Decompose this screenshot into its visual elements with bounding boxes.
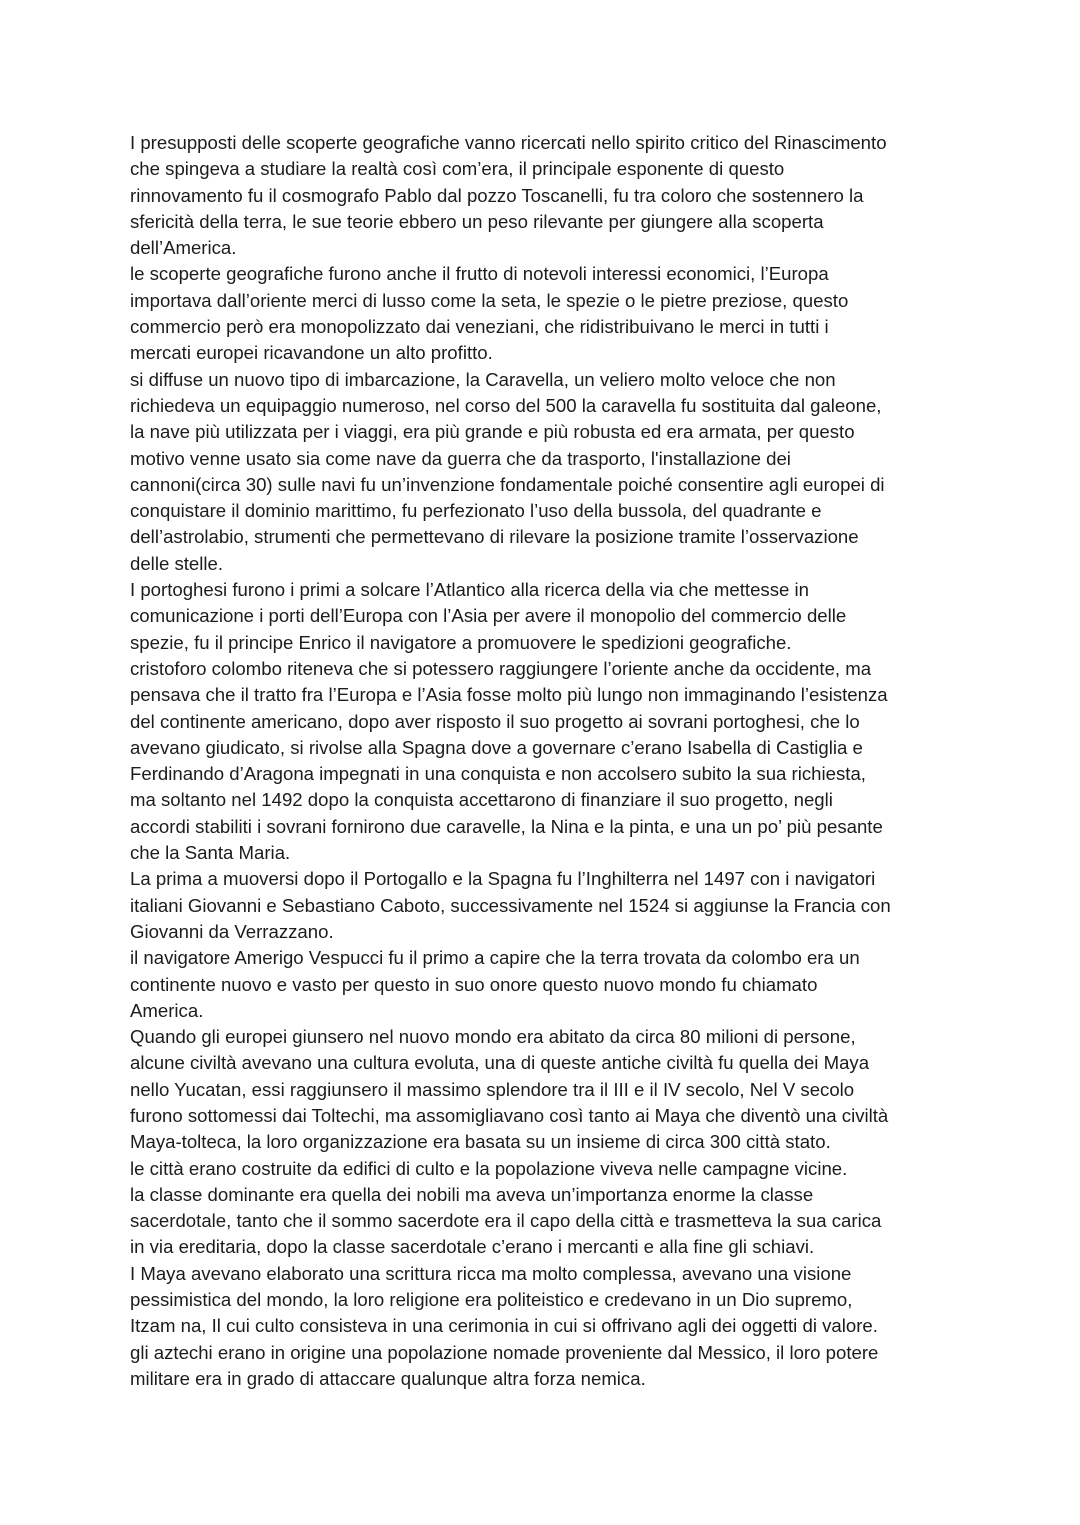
text-line: che la Santa Maria. <box>130 842 291 864</box>
document-body <box>130 130 960 1392</box>
text-line: Quando gli europei giunsero nel nuovo mondo era abitato da circa 80 milioni di persone, <box>130 1026 856 1048</box>
text-line: in via ereditaria, dopo la classe sacerdotale c’erano i mercanti e alla fine gli schiavi. <box>130 1236 815 1258</box>
text-line: del continente americano, dopo aver risposto il suo progetto ai sovrani portoghesi, che lo <box>130 710 860 732</box>
text-line: Ferdinando d’Aragona impegnati in una conquista e non accolsero subito la sua richiesta, <box>130 763 866 785</box>
text-line: sfericità della terra, le sue teorie ebbero un peso rilevante per giungere alla scoperta <box>130 210 824 232</box>
text-line: la nave più utilizzata per i viaggi, era più grande e più robusta ed era armata, per questo <box>130 421 855 443</box>
text-line: pessimistica del mondo, la loro religione era politeistico e credevano in un Dio supremo, <box>130 1289 853 1311</box>
text-line: sacerdotale, tanto che il sommo sacerdote era il capo della città e trasmetteva la sua carica <box>130 1210 882 1232</box>
text-line: il navigatore Amerigo Vespucci fu il primo a capire che la terra trovata da colombo era un <box>130 947 860 969</box>
text-line: I presupposti delle scoperte geografiche vanno ricercati nello spirito critico del Rinascimento <box>130 132 887 153</box>
text-line: I portoghesi furono i primi a solcare l’Atlantico alla ricerca della via che mettesse in <box>130 579 809 601</box>
text-line: nello Yucatan, essi raggiunsero il massimo splendore tra il III e il IV secolo, Nel V secolo <box>130 1078 855 1100</box>
text-line: Maya-tolteca, la loro organizzazione era basata su un insieme di circa 300 città stato. <box>130 1131 831 1153</box>
text-line: conquistare il dominio marittimo, fu perfezionato l’uso della bussola, del quadrante e <box>130 500 822 522</box>
text-line: le città erano costruite da edifici di culto e la popolazione viveva nelle campagne vicine. <box>130 1157 848 1179</box>
text-line: Itzam na, Il cui culto consisteva in una cerimonia in cui si offrivano agli dei oggetti di valore. <box>130 1315 878 1337</box>
text-line: rinnovamento fu il cosmografo Pablo dal pozzo Toscanelli, fu tra coloro che sostennero la <box>130 184 864 206</box>
text-line: la classe dominante era quella dei nobili ma aveva un’importanza enorme la classe <box>130 1183 814 1205</box>
text-line: italiani Giovanni e Sebastiano Caboto, successivamente nel 1524 si aggiunse la Francia con <box>130 894 891 916</box>
text-line: furono sottomessi dai Toltechi, ma assomigliavano così tanto ai Maya che diventò una civiltà <box>130 1104 889 1126</box>
text-line: Giovanni da Verrazzano. <box>130 920 334 942</box>
text-line: commercio però era monopolizzato dai veneziani, che ridistribuivano le merci in tutti i <box>130 316 829 338</box>
text-line: La prima a muoversi dopo il Portogallo e la Spagna fu l’Inghilterra nel 1497 con i navigatori <box>130 868 876 890</box>
text-line: ma soltanto nel 1492 dopo la conquista accettarono di finanziare il suo progetto, negli <box>130 789 833 811</box>
text-line: che spingeva a studiare la realtà così com’era, il principale esponente di questo <box>130 158 785 180</box>
text-line: avevano giudicato, si rivolse alla Spagna dove a governare c’erano Isabella di Castiglia e <box>130 736 863 758</box>
text-line: America. <box>130 999 204 1021</box>
text-line: accordi stabiliti i sovrani fornirono due caravelle, la Nina e la pinta, e una un po’ più pesante <box>130 815 883 837</box>
text-line: cristoforo colombo riteneva che si potessero raggiungere l’oriente anche da occidente, ma <box>130 657 872 679</box>
text-line: motivo venne usato sia come nave da guerra che da trasporto, l'installazione dei <box>130 447 791 469</box>
text-line: continente nuovo e vasto per questo in suo onore questo nuovo mondo fu chiamato <box>130 973 818 995</box>
text-line: I Maya avevano elaborato una scrittura ricca ma molto complessa, avevano una visione <box>130 1262 852 1284</box>
text-line: militare era in grado di attaccare qualunque altra forza nemica. <box>130 1367 646 1389</box>
text-line: dell’America. <box>130 237 237 259</box>
text-line: gli aztechi erano in origine una popolazione nomade proveniente dal Messico, il loro potere <box>130 1341 879 1363</box>
text-line: cannoni(circa 30) sulle navi fu un’invenzione fondamentale poiché consentire agli europei di <box>130 473 885 495</box>
text-line: si diffuse un nuovo tipo di imbarcazione, la Caravella, un veliero molto veloce che non <box>130 368 836 390</box>
text-line: comunicazione i porti dell’Europa con l’Asia per avere il monopolio del commercio delle <box>130 605 847 627</box>
text-line: delle stelle. <box>130 552 224 574</box>
text-line: mercati europei ricavandone un alto profitto. <box>130 342 493 364</box>
text-line: pensava che il tratto fra l’Europa e l’Asia fosse molto più lungo non immaginando l’esistenza <box>130 684 888 706</box>
text-line: alcune civiltà avevano una cultura evoluta, una di queste antiche civiltà fu quella dei Maya <box>130 1052 870 1074</box>
text-line: importava dall’oriente merci di lusso come la seta, le spezie o le pietre preziose, questo <box>130 289 849 311</box>
text-line: le scoperte geografiche furono anche il frutto di notevoli interessi economici, l’Europa <box>130 263 829 285</box>
text-line: spezie, fu il principe Enrico il navigatore a promuovere le spedizioni geografiche. <box>130 631 792 653</box>
text-line: richiedeva un equipaggio numeroso, nel corso del 500 la caravella fu sostituita dal galeone, <box>130 394 882 416</box>
text-line: dell’astrolabio, strumenti che permettevano di rilevare la posizione tramite l’osservazione <box>130 526 859 548</box>
